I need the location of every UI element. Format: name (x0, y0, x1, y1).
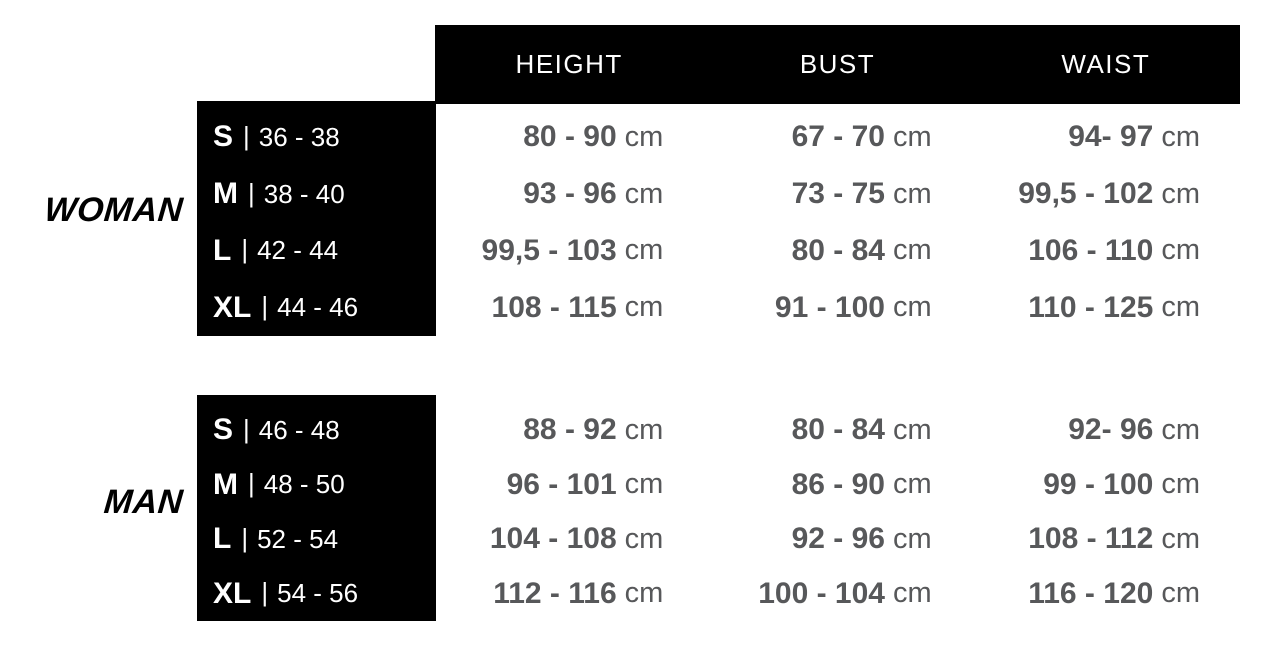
size-range: 46 - 48 (258, 414, 340, 445)
man-l-waist-cell (972, 512, 1240, 567)
man-m-height-cell (435, 458, 703, 513)
size-range: 42 - 44 (257, 235, 339, 266)
unit-label: cm (1161, 234, 1200, 267)
unit-label: cm (1161, 522, 1200, 555)
value: 104 - 108 (489, 522, 617, 556)
man-size-row-m (213, 458, 436, 513)
unit-label: cm (624, 291, 664, 324)
size-separator: | (248, 468, 255, 499)
value: 80 - 90 (523, 120, 617, 154)
man-size-row-s (213, 403, 436, 458)
size-letter: S (213, 120, 234, 154)
man-l-height-cell (435, 512, 703, 567)
woman-size-row-m (213, 166, 436, 223)
unit-label: cm (1161, 291, 1200, 324)
value: 96 - 101 (506, 467, 617, 501)
woman-l-height-cell (435, 223, 703, 280)
size-letter: XL (213, 290, 252, 324)
woman-size-row-s (213, 109, 436, 166)
man-m-bust-cell (703, 458, 971, 513)
man-size-box (197, 395, 436, 621)
man-values-grid (435, 395, 1240, 621)
value: 94- 97 (1068, 120, 1154, 154)
section-label-man: MAN (102, 483, 185, 521)
column-header-waist: WAIST (1061, 49, 1151, 79)
man-xl-height-cell (435, 567, 703, 622)
unit-label: cm (624, 522, 664, 555)
woman-xl-height-cell (435, 279, 703, 336)
unit-label: cm (624, 577, 664, 610)
woman-m-bust-cell (703, 166, 971, 223)
man-s-waist-cell (972, 403, 1240, 458)
size-range: 52 - 54 (257, 523, 339, 554)
woman-s-bust-cell (703, 109, 971, 166)
value: 116 - 120 (1028, 576, 1154, 610)
value: 108 - 112 (1028, 522, 1154, 556)
unit-label: cm (892, 177, 932, 210)
value: 73 - 75 (791, 177, 885, 211)
unit-label: cm (892, 413, 932, 446)
section-label-woman: WOMAN (42, 191, 185, 229)
value: 80 - 84 (791, 233, 885, 267)
value: 91 - 100 (774, 290, 885, 324)
unit-label: cm (624, 234, 664, 267)
size-range: 44 - 46 (277, 292, 359, 323)
value: 110 - 125 (1028, 290, 1154, 324)
woman-xl-waist-cell (972, 279, 1240, 336)
man-s-height-cell (435, 403, 703, 458)
value: 86 - 90 (791, 467, 885, 501)
size-range: 36 - 38 (258, 121, 340, 152)
table-header (435, 25, 1240, 104)
unit-label: cm (1161, 120, 1200, 153)
unit-label: cm (892, 577, 932, 610)
man-size-row-l (213, 512, 436, 567)
value: 92 - 96 (791, 522, 885, 556)
size-letter: L (213, 233, 232, 267)
size-letter: L (213, 522, 232, 556)
column-header-bust: BUST (799, 49, 876, 79)
value: 99,5 - 102 (1018, 177, 1154, 211)
man-s-bust-cell (703, 403, 971, 458)
unit-label: cm (1161, 413, 1200, 446)
value: 88 - 92 (523, 413, 617, 447)
unit-label: cm (892, 468, 932, 501)
unit-label: cm (892, 120, 932, 153)
unit-label: cm (624, 468, 664, 501)
woman-size-box (197, 101, 436, 336)
woman-s-height-cell (435, 109, 703, 166)
value: 100 - 104 (758, 576, 885, 610)
unit-label: cm (624, 120, 664, 153)
man-size-row-xl (213, 567, 436, 622)
size-separator: | (243, 413, 250, 444)
size-separator: | (241, 234, 249, 265)
size-letter: S (213, 413, 234, 447)
man-l-bust-cell (703, 512, 971, 567)
man-m-waist-cell (972, 458, 1240, 513)
woman-size-row-xl (213, 279, 436, 336)
size-separator: | (261, 577, 269, 608)
woman-size-row-l (213, 223, 436, 280)
unit-label: cm (624, 413, 664, 446)
unit-label: cm (892, 522, 932, 555)
unit-label: cm (1161, 177, 1200, 210)
value: 92- 96 (1068, 413, 1154, 447)
woman-l-waist-cell (972, 223, 1240, 280)
column-header-height: HEIGHT (515, 49, 623, 79)
size-separator: | (241, 522, 249, 553)
value: 67 - 70 (791, 120, 885, 154)
value: 108 - 115 (491, 290, 617, 324)
unit-label: cm (892, 291, 932, 324)
woman-l-bust-cell (703, 223, 971, 280)
value: 93 - 96 (523, 177, 617, 211)
value: 99 - 100 (1043, 467, 1154, 501)
size-separator: | (243, 120, 250, 151)
value: 106 - 110 (1028, 233, 1154, 267)
size-letter: XL (213, 576, 252, 610)
woman-m-height-cell (435, 166, 703, 223)
size-separator: | (261, 291, 269, 322)
value: 80 - 84 (791, 413, 885, 447)
size-range: 38 - 40 (263, 178, 345, 209)
unit-label: cm (1161, 577, 1200, 610)
unit-label: cm (892, 234, 932, 267)
unit-label: cm (1161, 468, 1200, 501)
woman-m-waist-cell (972, 166, 1240, 223)
size-range: 48 - 50 (263, 469, 345, 500)
value: 112 - 116 (493, 576, 617, 610)
value: 99,5 - 103 (481, 233, 617, 267)
size-range: 54 - 56 (277, 578, 359, 609)
woman-values-grid (435, 101, 1240, 336)
man-xl-bust-cell (703, 567, 971, 622)
size-letter: M (213, 467, 238, 501)
unit-label: cm (624, 177, 664, 210)
man-xl-waist-cell (972, 567, 1240, 622)
size-separator: | (248, 177, 255, 208)
size-letter: M (213, 177, 238, 211)
woman-s-waist-cell (972, 109, 1240, 166)
woman-xl-bust-cell (703, 279, 971, 336)
